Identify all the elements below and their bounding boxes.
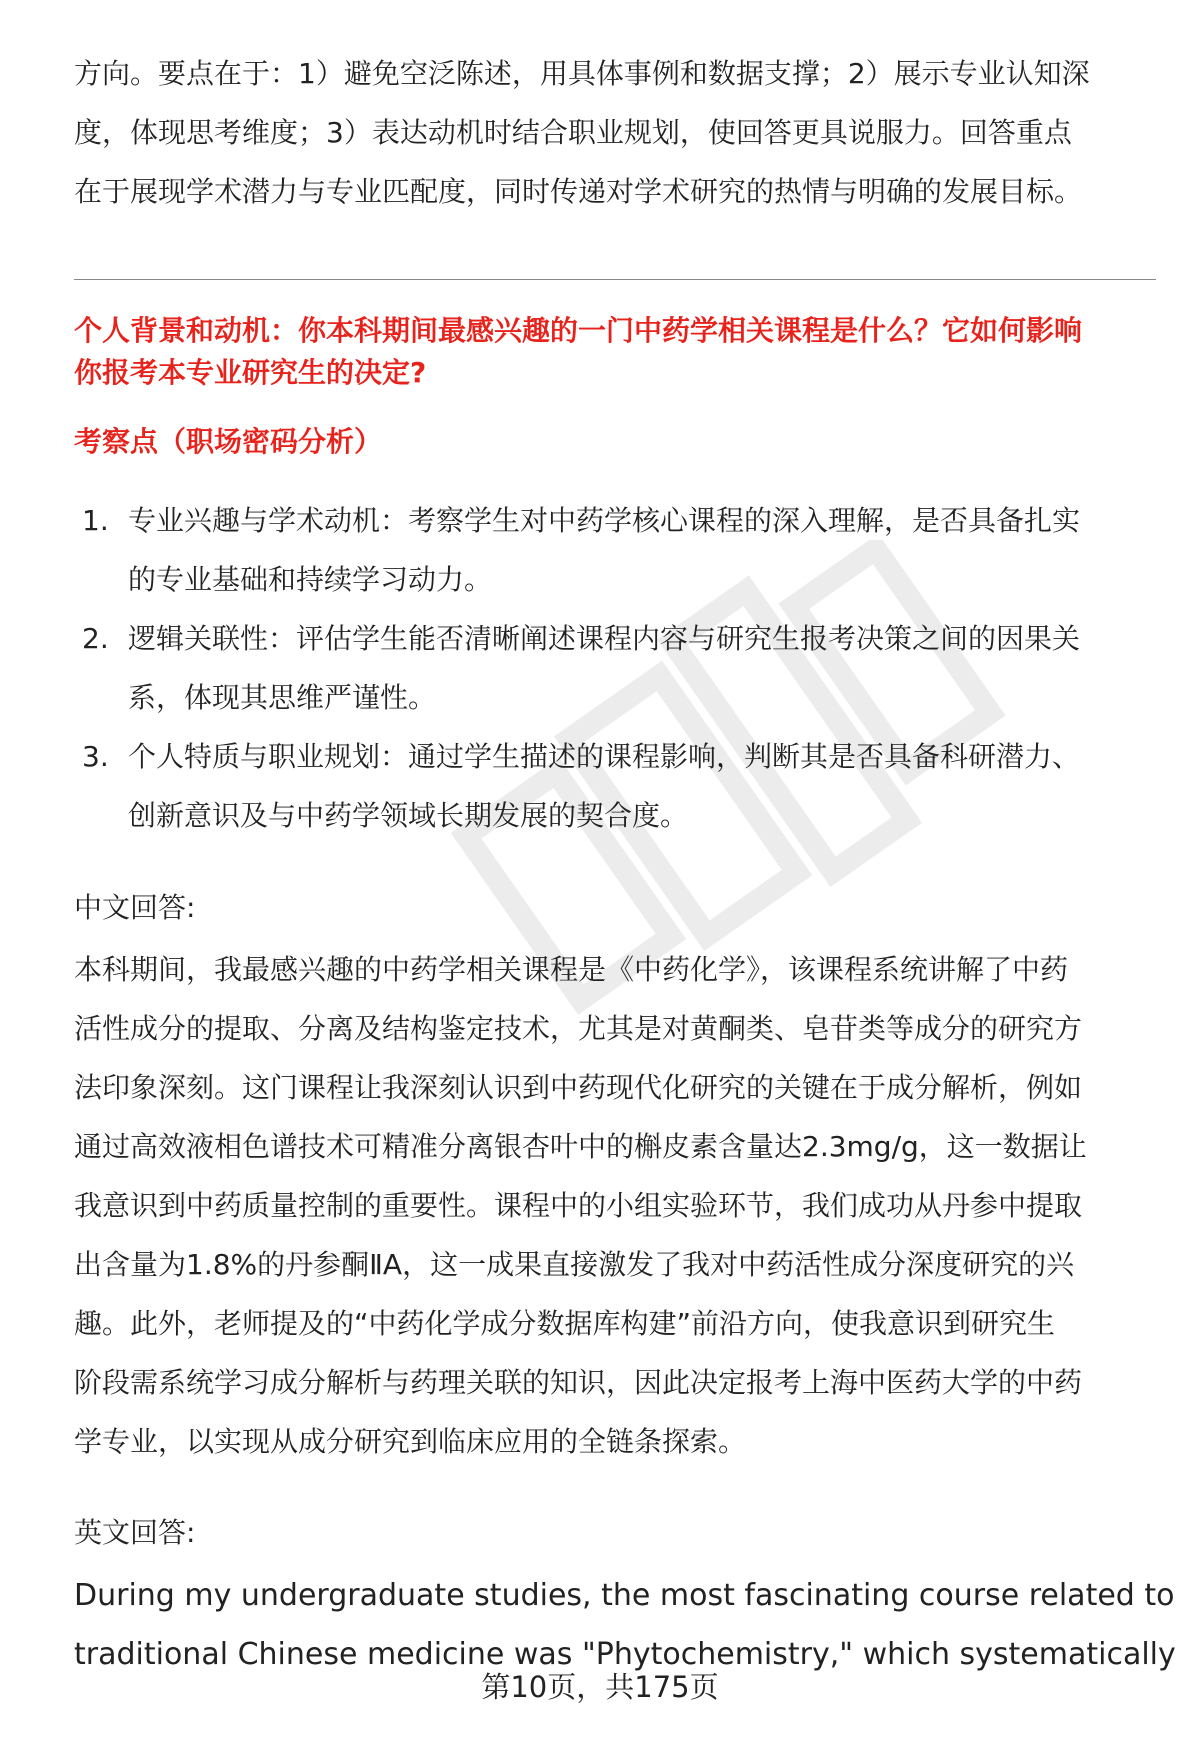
list-line: 的专业基础和持续学习动力。 <box>128 563 493 596</box>
list-number: 2. <box>82 622 109 655</box>
list-item <box>82 491 1162 609</box>
question-line: 个人背景和动机：你本科期间最感兴趣的一门中药学相关课程是什么？它如何影响 <box>74 314 1083 347</box>
answer-line: traditional Chinese medicine was "Phytochemistry," which systematically <box>74 1637 1176 1672</box>
list-line: 逻辑关联性：评估学生能否清晰阐述课程内容与研究生报考决策之间的因果关 <box>128 622 1081 655</box>
page-footer: 第10页，共175页 <box>481 1670 719 1704</box>
answer-line: 我意识到中药质量控制的重要性。课程中的小组实验环节，我们成功从丹参中提取 <box>74 1189 1083 1222</box>
list-line: 个人特质与职业规划：通过学生描述的课程影响，判断其是否具备科研潜力、 <box>128 740 1081 773</box>
answer-line: 出含量为1.8%的丹参酮ⅡA，这一成果直接激发了我对中药活性成分深度研究的兴 <box>74 1248 1075 1281</box>
english-answer-label: 英文回答: <box>74 1516 196 1549</box>
intro-line: 度，体现思考维度；3）表达动机时结合职业规划，使回答更具说服力。回答重点 <box>74 116 1072 149</box>
list-number: 1. <box>82 504 109 537</box>
list-line: 系，体现其思维严谨性。 <box>128 681 437 714</box>
answer-line: 通过高效液相色谱技术可精准分离银杏叶中的槲皮素含量达2.3mg/g，这一数据让 <box>74 1130 1087 1163</box>
intro-line: 在于展现学术潜力与专业匹配度，同时传递对学术研究的热情与明确的发展目标。 <box>74 175 1083 208</box>
answer-line: 活性成分的提取、分离及结构鉴定技术，尤其是对黄酮类、皂苷类等成分的研究方 <box>74 1012 1083 1045</box>
answer-line: 趣。此外，老师提及的“中药化学成分数据库构建”前沿方向，使我意识到研究生 <box>74 1307 1056 1340</box>
list-number: 3. <box>82 740 109 773</box>
section-divider <box>74 279 1156 280</box>
answer-line: 本科期间，我最感兴趣的中药学相关课程是《中药化学》，该课程系统讲解了中药 <box>74 953 1069 986</box>
list-item <box>82 609 1162 727</box>
question-heading <box>74 310 1154 394</box>
list-item <box>82 727 1162 845</box>
intro-paragraph <box>74 44 1154 221</box>
answer-line: 阶段需系统学习成分解析与药理关联的知识，因此决定报考上海中医药大学的中药 <box>74 1366 1083 1399</box>
intro-line: 方向。要点在于：1）避免空泛陈述，用具体事例和数据支撑；2）展示专业认知深 <box>74 57 1090 90</box>
chinese-answer-label: 中文回答: <box>74 891 196 924</box>
list-line: 创新意识及与中药学领域长期发展的契合度。 <box>128 799 689 832</box>
analysis-list <box>82 491 1162 845</box>
question-line: 你报考本专业研究生的决定? <box>74 356 427 389</box>
answer-line: During my undergraduate studies, the most fascinating course related to <box>74 1578 1175 1613</box>
answer-line: 学专业，以实现从成分研究到临床应用的全链条探索。 <box>74 1425 747 1458</box>
analysis-heading: 考察点（职场密码分析） <box>74 425 383 458</box>
chinese-answer-paragraph <box>74 940 1154 1471</box>
answer-line: 法印象深刻。这门课程让我深刻认识到中药现代化研究的关键在于成分解析，例如 <box>74 1071 1083 1104</box>
list-line: 专业兴趣与学术动机：考察学生对中药学核心课程的深入理解，是否具备扎实 <box>128 504 1081 537</box>
